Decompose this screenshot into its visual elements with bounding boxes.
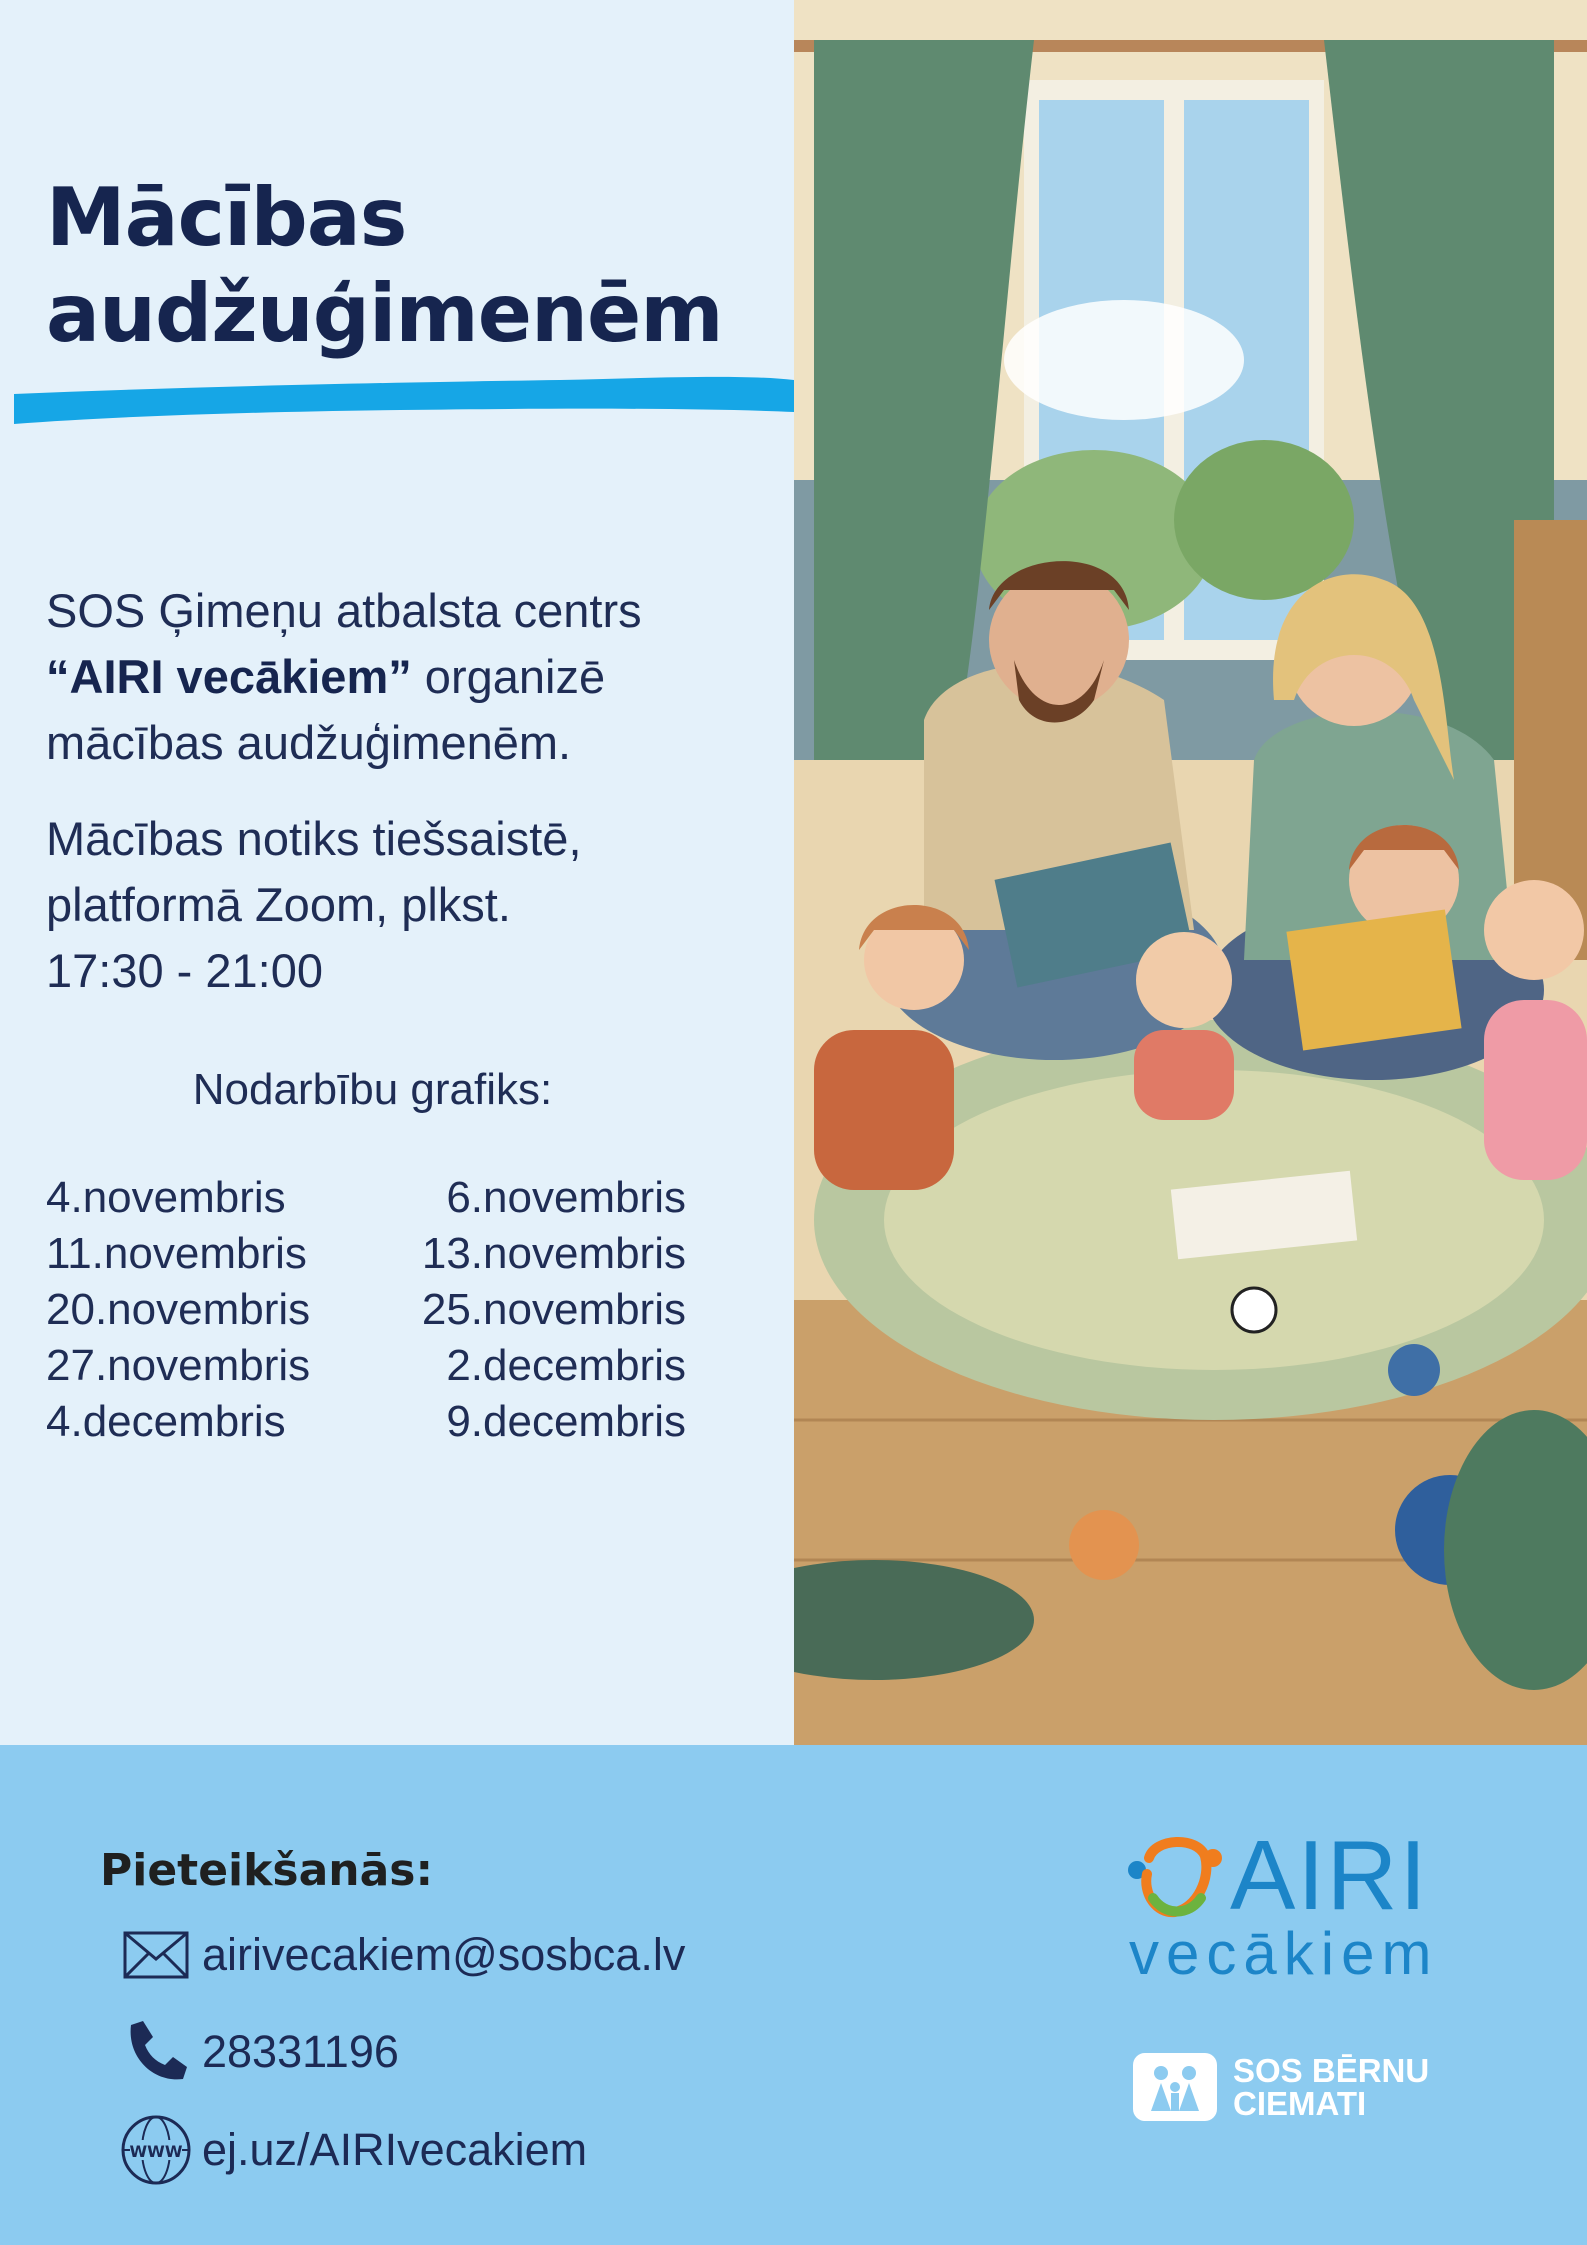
date-right: 2.decembris (446, 1341, 686, 1390)
intro-line-2 (46, 644, 766, 710)
text-panel (0, 0, 794, 1745)
online-line-1: Mācības notiks tiešsaistē, (46, 812, 582, 865)
online-time: 17:30 - 21:00 (46, 944, 323, 997)
date-right: 13.novembris (421, 1229, 686, 1278)
intro-after-brand: organizē (411, 650, 606, 703)
schedule-dates (46, 1170, 686, 1450)
online-line-2: platformā Zoom, plkst. (46, 878, 511, 931)
date-left: 11.novembris (46, 1229, 307, 1278)
intro-line-3: mācības audžuģimenēm. (46, 716, 572, 769)
schedule-row (46, 1170, 686, 1226)
logo-vecakiem-text: vecākiem (1129, 1920, 1439, 1987)
email-contact[interactable] (120, 1920, 685, 1990)
website-contact[interactable] (120, 2115, 587, 2185)
phone-contact[interactable] (120, 2017, 399, 2087)
page-title (46, 170, 786, 362)
title-underline-wave (0, 372, 794, 442)
title-line-2: audžuģimenēm (46, 267, 723, 360)
contact-footer (0, 1745, 1587, 2245)
sos-figures-icon (1133, 2053, 1217, 2121)
schedule-title: Nodarbību grafiks: (192, 1065, 553, 1114)
schedule-row (46, 1282, 686, 1338)
phone-number[interactable]: 28331196 (202, 2026, 399, 2077)
schedule-row (46, 1394, 686, 1450)
logo-airi-text: AIRI (1230, 1820, 1429, 1930)
sos-childrens-villages-logo (1133, 2053, 1429, 2121)
schedule-row (46, 1226, 686, 1282)
date-right: 25.novembris (421, 1285, 686, 1334)
online-info (46, 806, 766, 1004)
svg-text:WWW: WWW (129, 2142, 183, 2161)
title-line-1: Mācības (46, 171, 407, 264)
intro-line-1: SOS Ģimeņu atbalsta centrs (46, 584, 642, 637)
sos-line-1: SOS BĒRNU (1233, 2052, 1430, 2089)
airi-vecakiem-logo (1125, 1820, 1465, 1990)
date-right: 6.novembris (446, 1173, 686, 1222)
schedule-row (46, 1338, 686, 1394)
website-link[interactable]: ej.uz/AIRIvecakiem (202, 2124, 588, 2175)
date-right: 9.decembris (446, 1397, 686, 1446)
email-link[interactable]: airivecakiem@sosbca.lv (202, 1929, 686, 1980)
date-left: 4.decembris (46, 1397, 286, 1446)
envelope-icon (120, 1920, 192, 1990)
date-left: 20.novembris (46, 1285, 311, 1334)
date-left: 27.novembris (46, 1341, 311, 1390)
sos-logo-text (1233, 2054, 1429, 2120)
intro-paragraph (46, 578, 766, 776)
airi-emblem-icon (1125, 1828, 1225, 1928)
brand-name: “AIRI vecākiem” (46, 650, 412, 703)
sos-line-2: CIEMATI (1233, 2085, 1367, 2122)
signup-heading: Pieteikšanās: (100, 1845, 434, 1896)
family-reading-illustration (794, 0, 1587, 1745)
globe-www-icon (120, 2115, 192, 2185)
phone-icon (120, 2017, 192, 2087)
date-left: 4.novembris (46, 1173, 286, 1222)
